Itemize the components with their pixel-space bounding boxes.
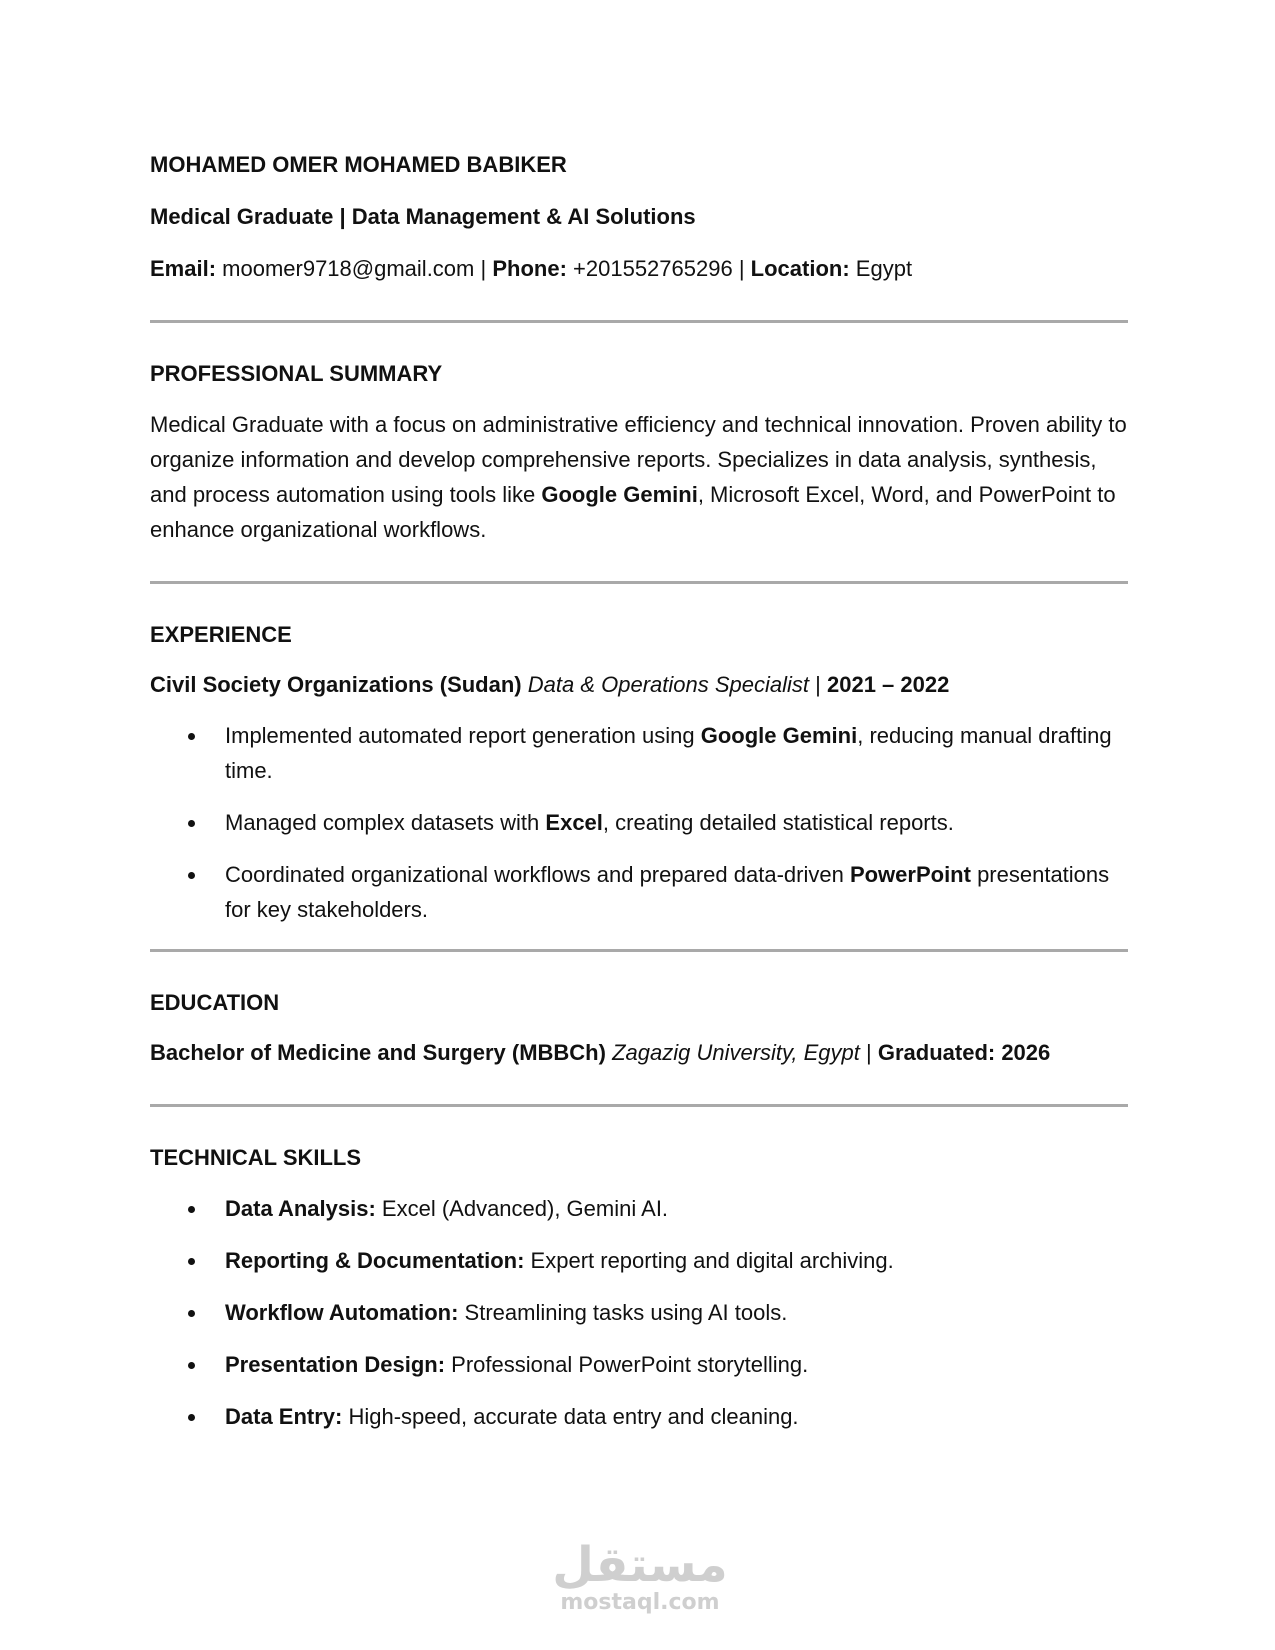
resume-page <box>150 148 1128 1451</box>
watermark-arabic: مستقل <box>552 1537 728 1593</box>
education-heading: EDUCATION <box>150 990 280 1015</box>
skill-text: Professional PowerPoint storytelling. <box>445 1352 809 1377</box>
separator: | <box>480 256 487 281</box>
list-item <box>150 1243 1128 1278</box>
list-item <box>150 718 1128 788</box>
location-value: Egypt <box>855 256 913 281</box>
bullet-text: , reducing manual drafting time. <box>225 723 1112 783</box>
bullet-icon <box>188 1310 195 1317</box>
email-value: moomer9718@gmail.com <box>222 256 475 281</box>
experience-heading: EXPERIENCE <box>150 622 292 647</box>
separator: | <box>815 672 821 697</box>
candidate-tagline: Medical Graduate | Data Management & AI Solutions <box>150 204 696 229</box>
education-graduated: Graduated: 2026 <box>877 1040 1051 1065</box>
skills-list <box>150 1191 1128 1434</box>
bullet-icon <box>188 820 195 827</box>
list-item <box>150 1347 1128 1382</box>
mostaql-watermark <box>540 1537 740 1616</box>
bullet-icon <box>188 733 195 740</box>
education-school: Zagazig University, Egypt <box>612 1040 860 1065</box>
list-item <box>150 857 1128 927</box>
experience-entry <box>150 668 1128 702</box>
bullet-icon <box>188 1362 195 1369</box>
bullet-text: Managed complex datasets with <box>225 810 546 835</box>
bullet-text: Implemented automated report generation using <box>225 723 701 748</box>
bullet-bold: PowerPoint <box>849 862 971 887</box>
section-divider <box>150 949 1128 952</box>
skill-text: Streamlining tasks using AI tools. <box>458 1300 788 1325</box>
summary-text-part-1: Medical Graduate with a focus on administrative efficiency and technical innovation. Proven ability to organize information and develop comprehensive reports. Specializes in data analysis, synthesis, and process automation using tools like <box>150 412 1127 507</box>
separator: | <box>738 256 745 281</box>
bullet-bold: Google Gemini <box>700 723 858 748</box>
summary-highlight: Google Gemini <box>541 482 698 507</box>
bullet-bold: Excel <box>545 810 603 835</box>
list-item <box>150 1191 1128 1226</box>
education-degree: Bachelor of Medicine and Surgery (MBBCh) <box>150 1040 606 1065</box>
skill-text: Expert reporting and digital archiving. <box>524 1248 894 1273</box>
email-label: Email: <box>150 256 217 281</box>
list-item <box>150 805 1128 840</box>
bullet-icon <box>188 1414 195 1421</box>
location-label: Location: <box>750 256 850 281</box>
experience-org: Civil Society Organizations (Sudan) <box>150 672 522 697</box>
bullet-icon <box>188 1258 195 1265</box>
skill-label: Reporting & Documentation: <box>225 1248 525 1273</box>
section-divider <box>150 1104 1128 1107</box>
skill-text: Excel (Advanced), Gemini AI. <box>375 1196 669 1221</box>
skill-label: Data Analysis: <box>225 1196 376 1221</box>
watermark-latin: mostaql.com <box>560 1590 720 1615</box>
list-item <box>150 1399 1128 1434</box>
candidate-name: MOHAMED OMER MOHAMED BABIKER <box>150 152 567 177</box>
summary-text <box>150 407 1128 547</box>
skills-heading: TECHNICAL SKILLS <box>150 1145 362 1170</box>
bullet-text: , creating detailed statistical reports. <box>602 810 954 835</box>
experience-bullets <box>150 718 1128 927</box>
education-entry <box>150 1036 1128 1070</box>
summary-heading: PROFESSIONAL SUMMARY <box>150 361 443 386</box>
section-divider <box>150 581 1128 584</box>
phone-label: Phone: <box>492 256 567 281</box>
bullet-text: Coordinated organizational workflows and prepared data-driven <box>225 862 850 887</box>
phone-value: +201552765296 <box>573 256 733 281</box>
bullet-icon <box>188 1206 195 1213</box>
separator: | <box>866 1040 872 1065</box>
list-item <box>150 1295 1128 1330</box>
summary-text-part-2: , Microsoft Excel, Word, and PowerPoint to enhance organizational workflows. <box>150 482 1116 542</box>
bullet-text: presentations for key stakeholders. <box>225 862 1110 922</box>
experience-role: Data & Operations Specialist <box>527 672 810 697</box>
skill-text: High-speed, accurate data entry and cleaning. <box>342 1404 799 1429</box>
section-divider <box>150 320 1128 323</box>
skill-label: Data Entry: <box>225 1404 343 1429</box>
skill-label: Presentation Design: <box>225 1352 446 1377</box>
experience-period: 2021 – 2022 <box>826 672 950 697</box>
skill-label: Workflow Automation: <box>225 1300 459 1325</box>
bullet-icon <box>188 872 195 879</box>
contact-line <box>150 252 1128 286</box>
